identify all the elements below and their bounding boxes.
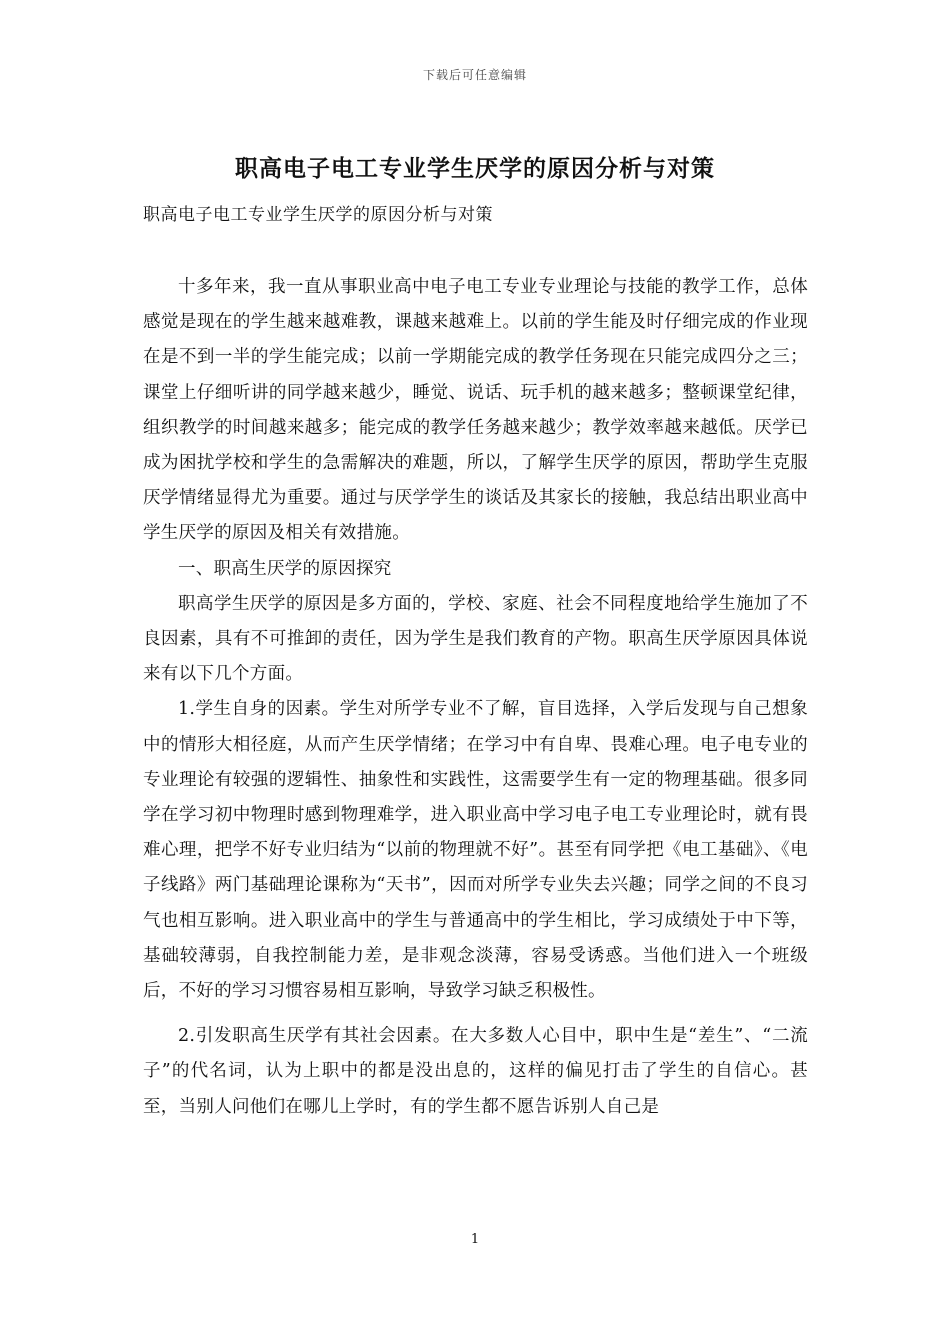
document-body [143, 270, 808, 1125]
section-heading-causes: 一、职高生厌学的原因探究 [178, 558, 392, 579]
paragraph-causes-overview: 职高学生厌学的原因是多方面的，学校、家庭、社会不同程度地给学生施加了不良因素，具有不可推卸的责任，因为学生是我们教育的产物。职高生厌学原因具体说来有以下几个方面。 [143, 593, 808, 685]
paragraph-student-factors: 1.学生自身的因素。学生对所学专业不了解，盲目选择，入学后发现与自己想象中的情形大相径庭，从而产生厌学情绪；在学习中有自卑、畏难心理。电子电专业的专业理论有较强的逻辑性、抽象性和实践性，这需要学生有一定的物理基础。很多同学在学习初中物理时感到物理难学，进入职业高中学习电子电工专业理论时，就有畏难心理，把学不好专业归结为“以前的物理就不好”。甚至有同学把《电工基础》、《电子线路》两门基础理论课称为“天书”，因而对所学专业失去兴趣；同学之间的不良习气也相互影响。进入职业高中的学生与普通高中的学生相比，学习成绩处于中下等，基础较薄弱，自我控制能力差，是非观念淡薄，容易受诱惑。当他们进入一个班级后，不好的学习习惯容易相互影响，导致学习缺乏积极性。 [143, 699, 808, 1002]
page-number: 1 [470, 1232, 480, 1247]
document-title: 职高电子电工专业学生厌学的原因分析与对策 [235, 155, 715, 182]
paragraph-intro: 十多年来，我一直从事职业高中电子电工专业专业理论与技能的教学工作，总体感觉是现在的学生越来越难教，课越来越难上。以前的学生能及时仔细完成的作业现在是不到一半的学生能完成；以前一学期能完成的教学任务现在只能完成四分之三；课堂上仔细听讲的同学越来越少，睡觉、说话、玩手机的越来越多；整顿课堂纪律，组织教学的时间越来越多；能完成的教学任务越来越少；教学效率越来越低。厌学已成为困扰学校和学生的急需解决的难题，所以，了解学生厌学的原因，帮助学生克服厌学情绪显得尤为重要。通过与厌学学生的谈话及其家长的接触，我总结出职业高中学生厌学的原因及相关有效措施。 [143, 277, 808, 544]
document-subtitle: 职高电子电工专业学生厌学的原因分析与对策 [143, 205, 493, 225]
paragraph-social-factors: 2.引发职高生厌学有其社会因素。在大多数人心目中，职中生是“差生”、“二流子”的代名词，认为上职中的都是没出息的，这样的偏见打击了学生的自信心。甚至，当别人问他们在哪儿上学时，有的学生都不愿告诉别人自己是 [143, 1026, 808, 1117]
header-note: 下载后可任意编辑 [422, 68, 527, 82]
